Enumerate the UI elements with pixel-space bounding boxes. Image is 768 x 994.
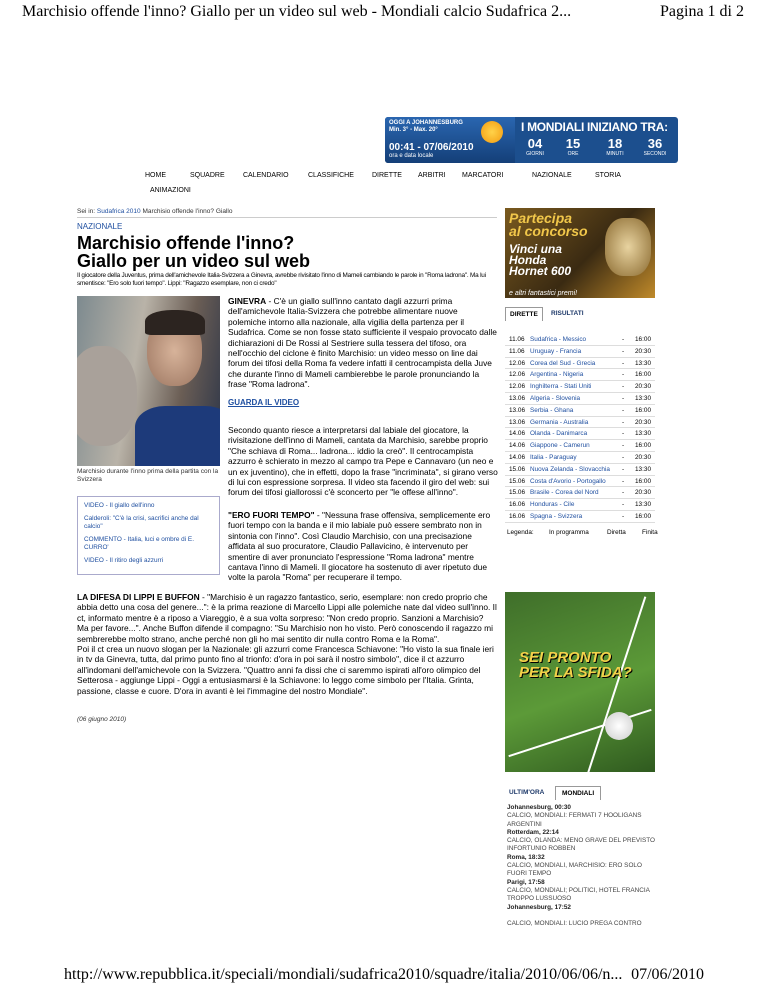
countdown-seconds: 36 SECONDI: [643, 136, 667, 157]
news-place: Roma, 18:32: [507, 853, 545, 861]
nav-item-classifiche[interactable]: CLASSIFICHE: [308, 172, 354, 179]
watch-video-link[interactable]: GUARDA IL VIDEO: [228, 398, 300, 407]
motorcycle-image: [605, 218, 651, 276]
johannesburg-weather: [385, 117, 515, 163]
countdown-minutes: 18 MINUTI: [606, 136, 624, 157]
print-header: [0, 0, 768, 26]
photo-caption: Marchisio durante l'inno prima della partita con la Svizzera: [77, 468, 219, 483]
countdown-hours: 15 ORE: [565, 136, 581, 157]
page-title: Marchisio offende l'inno? Giallo per un video sul web: [77, 233, 311, 271]
breadcrumb: [77, 208, 232, 215]
contest-ad-banner[interactable]: Partecipa al concorso Vinci una Honda Hornet 600 e altri fantastici premi!: [505, 208, 655, 298]
divider: [77, 217, 497, 218]
football-icon: [605, 712, 633, 740]
nav-item-home[interactable]: HOME: [145, 172, 166, 179]
nav-item-squadre[interactable]: SQUADRE: [190, 172, 225, 179]
table-row: 15.06 Brasile - Corea del Nord - 20:30: [505, 487, 655, 499]
table-row: 12.06 Corea del Sud - Grecia - 13:30: [505, 358, 655, 370]
related-link[interactable]: COMMENTO - Italia, luci e ombre di E. CURRO': [84, 536, 194, 551]
related-link[interactable]: VIDEO - Il giallo dell'inno: [84, 502, 155, 509]
print-footer: [0, 966, 768, 990]
article-paragraph: Secondo quanto riesce a interpretarsi dal labiale del giocatore, la rivisitazione dell'inno di Mameli, cantata da Marchisio, sarebbe proprio "Che schiava di Roma... ladrona... iddio la creò". Il centrocampista azzurro è schierato in mezzo al campo tra Pepe e Cannavaro (un neo e un ex juventino), che in effetti, dopo la frase "incriminata", si girano verso di lui con espressione sorpresa. Il video sta facendo il giro del web: sui forum dei tifosi giallorossi c'è sconcerto per "le offese all'inno".: [228, 425, 498, 498]
local-clock: 00:41 - 07/06/2010: [389, 142, 474, 153]
news-headline[interactable]: CALCIO, MONDIALI: LUCIO PREGA CONTRO: [507, 919, 642, 927]
table-row: 15.06 Costa d'Avorio - Portogallo - 16:00: [505, 476, 655, 488]
table-row: 11.06 Sudafrica - Messico - 16:00: [505, 334, 655, 346]
nav-item-nazionale[interactable]: NAZIONALE: [532, 172, 572, 179]
news-headline[interactable]: CALCIO, MONDIALI: FERMATI 7 HOOLIGANS ARGENTINI: [507, 812, 642, 828]
breadcrumb-prefix: Sei in:: [77, 208, 96, 215]
weather-city: OGGI A JOHANNESBURG: [389, 120, 463, 126]
breaking-news-list: [507, 804, 657, 928]
related-link[interactable]: Calderoli: "C'è la crisi, sacrifici anche dal calcio": [84, 515, 199, 530]
table-row: 11.06 Uruguay - Francia - 20:30: [505, 346, 655, 358]
article-paragraph: GINEVRA - C'è un giallo sull'inno cantato dagli azzurri prima dell'amichevole Italia-Svizzera che potrebbe alimentare nuove polemiche intorno alla nazionale, alla vigilia della partenza per il Sudafrica. Come se non fosse stato sufficiente il vespaio provocato dalle dichiarazioni di De Rossi al Sestriere sulla tessera del tifoso, ora nell'occhio del ciclone è finito Marchisio: un video messo on line dai forum dei tifosi della Roma fa vedere infatti il centrocampista della Juve che durante l'inno di Mameli cambierebbe le parole pronunciando la frase "Roma ladrona".: [228, 296, 497, 390]
article-date: (06 giugno 2010): [77, 716, 127, 723]
table-row: 13.06 Germania - Australia - 20:30: [505, 417, 655, 429]
challenge-ad-banner[interactable]: SEI PRONTO PER LA SFIDA?: [505, 592, 655, 772]
sun-icon: [481, 121, 503, 143]
article-summary: Il giocatore della Juventus, prima dell'amichevole Italia-Svizzera a Ginevra, avrebbe rivisitato l'inno di Mameli cambiando le parole in "Roma ladrona". Ma lui smentisce: "Ero solo fuori tempo". Lippi: "Ragazzo esemplare, non ci credo": [77, 272, 486, 287]
article-paragraph: LA DIFESA DI LIPPI E BUFFON - "Marchisio è un ragazzo fantastico, serio, esemplare: non credo proprio che abbia detto una cosa del genere...": è la prima reazione di Marcello Lippi alle polemiche nate dal video sull'inno. Il ct, informato mentre è a riposo a Viareggio, è a sua volta sorpreso: "Non credo proprio. Sanzioni a Marchisio? Ma per favore...". Anche Buffon difende il compagno: "Su Marchisio non ho visto. Però conoscendo il ragazzo mi sembrerebbe molto strano, anche perché non gli ho mai sentito dir nulla contro Roma e la Roma". Poi il ct crea un nuovo slogan per la Nazionale: gli azzurri come Francesca Schiavone: "Ho visto la sua finale ieri in tv da Ginevra, tutta, dal primo punto fino al trionfo: d'ora in poi sarà il nostro simbolo", dice il ct azzurro all'indomani dell'amichevole con la Svizzera. "Quattro anni fa dissi che ci saremmo ispirati all'oro olimpico del Setterosa - aggiunge Lippi - Oggi a entusiasmarsi è la Schiavone: lo leggo come simbolo per l'Italia. Grinta, passione, classe e cuore. D'ora in avanti è lei l'immagine del nostro Mondiale".: [77, 592, 497, 696]
countdown-days: 04 GIORNI: [526, 136, 544, 157]
main-nav: [0, 172, 768, 186]
news-place: Parigi, 17:58: [507, 878, 545, 886]
table-row: 13.06 Algeria - Slovenia - 13:30: [505, 393, 655, 405]
table-row: 16.06 Spagna - Svizzera - 16:00: [505, 511, 655, 523]
page-number: Pagina 1 di 2: [660, 3, 744, 20]
match-schedule-table: [505, 334, 655, 523]
tab-risultati[interactable]: RISULTATI: [551, 310, 584, 317]
news-place: Johannesburg, 17:52: [507, 903, 571, 911]
local-clock-label: ora e data locale: [389, 153, 434, 159]
table-row: 13.06 Serbia - Ghana - 16:00: [505, 405, 655, 417]
table-row: 15.06 Nuova Zelanda - Slovacchia - 13:30: [505, 464, 655, 476]
tab-dirette[interactable]: DIRETTE: [505, 307, 543, 321]
page-url: http://www.repubblica.it/speciali/mondiali/sudafrica2010/squadre/italia/2010/06/06/n...: [64, 966, 623, 983]
news-place: Rotterdam, 22:14: [507, 828, 559, 836]
article-paragraph: "ERO FUORI TEMPO" - "Nessuna frase offensiva, semplicemente ero fuori tempo con la banda e il mio labiale può essere sembrato non in sintonia con l'inno". Così Claudio Marchisio, con una precisazione affidata al suo procuratore, Claudio Pallavicino, è intervenuto per smentire di aver pronunciato l'espressione "Roma ladrona" mentre cantava l'inno di Mameli. Il giocatore ha sostenuto di aver ripetuto due volte la parola "Roma" per recuperare il tempo.: [228, 510, 491, 583]
nav-item-storia[interactable]: STORIA: [595, 172, 621, 179]
table-row: 14.06 Giappone - Camerun - 16:00: [505, 440, 655, 452]
nav-item-calendario[interactable]: CALENDARIO: [243, 172, 289, 179]
section-label[interactable]: NAZIONALE: [77, 222, 123, 231]
marchisio-photo: [77, 296, 220, 466]
nav-item-marcatori[interactable]: MARCATORI: [462, 172, 504, 179]
countdown-banner[interactable]: [385, 117, 678, 163]
countdown-timer: [515, 117, 678, 163]
print-date: 07/06/2010: [631, 966, 704, 983]
tab-ultimora[interactable]: ULTIM'ORA: [509, 789, 545, 796]
table-row: 14.06 Olanda - Danimarca - 13:30: [505, 428, 655, 440]
countdown-heading: I MONDIALI INIZIANO TRA:: [521, 120, 668, 134]
print-title: Marchisio offende l'inno? Giallo per un video sul web - Mondiali calcio Sudafrica 2...: [22, 3, 572, 20]
related-link[interactable]: VIDEO - Il ritiro degli azzurri: [84, 557, 164, 564]
table-row: 12.06 Argentina - Nigeria - 16:00: [505, 369, 655, 381]
nav-item-animazioni[interactable]: ANIMAZIONI: [150, 187, 191, 194]
related-links: [77, 496, 220, 575]
breadcrumb-link[interactable]: Sudafrica 2010: [96, 208, 141, 215]
news-headline[interactable]: CALCIO, MONDIALI, MARCHISIO: ERO SOLO FUORI TEMPO: [507, 862, 642, 878]
results-tabs: [505, 305, 655, 323]
news-headline[interactable]: CALCIO, MONDIALI; POLITICI, HOTEL FRANCIA TROPPO LUSSUOSO: [507, 886, 650, 903]
breadcrumb-current: Marchisio offende l'inno? Giallo: [142, 208, 233, 215]
news-headline[interactable]: CALCIO, OLANDA: MENO GRAVE DEL PREVISTO INFORTUNIO ROBBEN: [507, 837, 655, 853]
nav-item-arbitri[interactable]: ARBITRI: [418, 172, 446, 179]
news-place: Johannesburg, 00:30: [507, 804, 571, 811]
news-tabs: [505, 786, 655, 800]
table-row: 16.06 Honduras - Cile - 13:30: [505, 499, 655, 511]
table-row: 14.06 Italia - Paraguay - 20:30: [505, 452, 655, 464]
nav-item-dirette[interactable]: DIRETTE: [372, 172, 402, 179]
weather-temps: Min. 3° - Max. 20°: [389, 127, 438, 133]
table-row: 12.06 Inghilterra - Stati Uniti - 20:30: [505, 381, 655, 393]
tab-mondiali[interactable]: MONDIALI: [555, 786, 601, 800]
